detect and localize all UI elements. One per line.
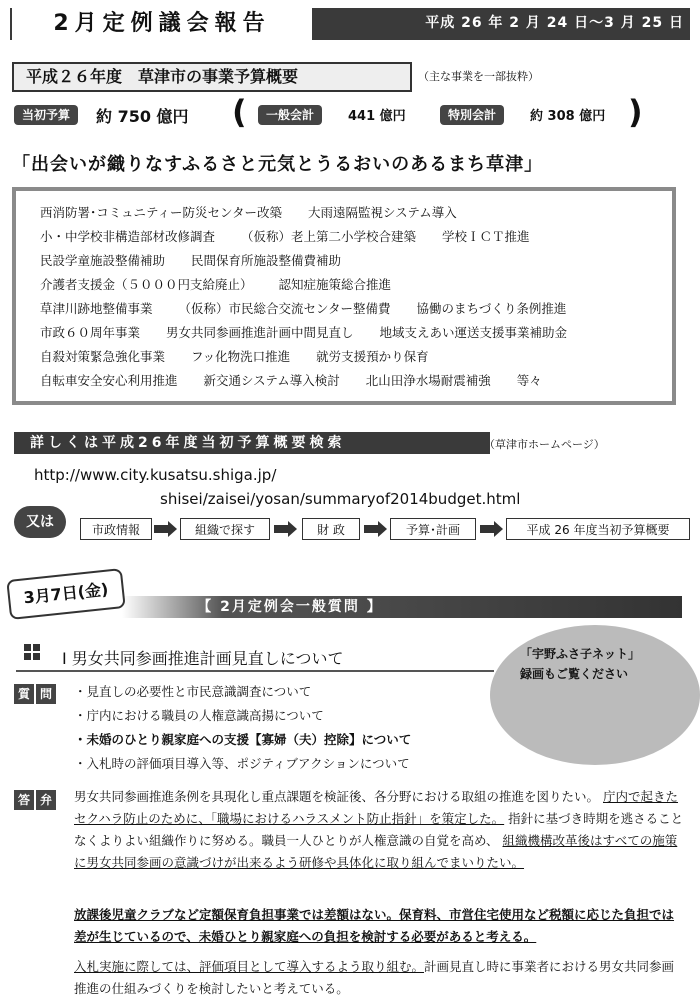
budget-general-value: 441 億円: [348, 109, 406, 124]
project-item: 協働のまちづくり条例推進: [416, 301, 567, 316]
project-item: 学校ＩＣＴ推進: [442, 229, 530, 244]
project-item: 男女共同参画推進計画中間見直し: [166, 325, 354, 340]
project-item: 自殺対策緊急強化事業: [40, 349, 166, 364]
project-item: フッ化物洗口推進: [191, 349, 291, 364]
project-row: [40, 227, 556, 245]
answer-label-2: 弁: [36, 790, 56, 810]
session-dates: 平成 26 年 2 月 24 日～3 月 25 日: [425, 15, 684, 31]
project-item: 認知症施策総合推進: [278, 277, 392, 292]
answer-paragraph-1: [74, 786, 684, 874]
project-item: 小・中学校非構造部材改修調査: [40, 229, 216, 244]
or-badge: 又は: [14, 506, 66, 538]
answer-label-1: 答: [14, 790, 34, 810]
grid-square-icon: [24, 644, 40, 660]
project-row: [40, 251, 367, 269]
search-banner: 詳しくは平成26年度当初予算概要検索: [14, 432, 490, 454]
nav-step-5: 平成 26 年度当初予算概要: [506, 518, 690, 540]
project-item: （仮称）老上第二小学校合建築: [241, 229, 417, 244]
url-link-line1[interactable]: http://www.city.kusatsu.shiga.jp/: [34, 466, 277, 484]
budget-close-paren: ): [628, 93, 643, 131]
project-item: 民間保育所施設整備費補助: [191, 253, 342, 268]
question-item: ・庁内における職員の人権意識高揚について: [74, 708, 324, 723]
budget-note: （主な事業を一部抜粋）: [418, 70, 539, 83]
nav-step-1: 市政情報: [80, 518, 152, 540]
budget-special-label: 特別会計: [440, 104, 504, 123]
project-item: 等々: [516, 373, 542, 388]
project-item: （仮称）市民総合交流センター整備費: [178, 301, 391, 316]
answer-text: 男女共同参画推進条例を具現化し重点課題を検証後、各分野における取組の推進を図りたい。: [74, 789, 600, 804]
nav-step-4: 予算･計画: [390, 518, 476, 540]
project-list-box: [12, 187, 676, 405]
session-title: 【 2月定例会一般質問 】: [197, 599, 383, 615]
search-note: （草津市ホームページ）: [484, 438, 605, 451]
project-item: 新交通システム導入検討: [203, 373, 340, 388]
page-title: 2月定例議会報告: [12, 8, 312, 40]
project-item: 民設学童施設整備補助: [40, 253, 166, 268]
budget-initial-value: 約 750 億円: [96, 107, 189, 126]
project-row: [40, 275, 417, 293]
divider: [16, 670, 494, 672]
question-label-1: 質: [14, 684, 34, 704]
answer-text: 入札実施に際しては、評価項目として導入するよう取り組む。: [74, 959, 425, 974]
project-item: 北山田浄水場耐震補強: [365, 373, 491, 388]
budget-initial-label: 当初予算: [14, 104, 78, 123]
project-row: [40, 203, 483, 221]
net-note-line: 録画もご覧ください: [520, 667, 629, 681]
net-recording-note: [520, 644, 640, 684]
answer-text: 計画見直し時に事業者における男女共同参画推進の仕組みづくりを検討したいと考えている。: [74, 959, 675, 996]
net-note-line: 「宇野ふさ子ネット」: [520, 647, 641, 661]
question-item: ・未婚のひとり親家庭への支援【寡婦（夫）控除】について: [74, 732, 412, 747]
answer-text: 指針に基づき時期を逃さることなくよりよい組織作りに努める。職員一人ひとりが人権意識の自覚を高め、: [74, 811, 684, 848]
project-row: [40, 299, 592, 317]
project-item: 就労支援預かり保育: [316, 349, 429, 364]
project-item: 大雨遠隔監視システム導入: [308, 205, 457, 220]
project-item: 地域支えあい運送支援事業補助金: [379, 325, 568, 340]
nav-step-3: 財 政: [302, 518, 360, 540]
project-row: [40, 371, 568, 389]
question-item: ・入札時の評価項目導入等、ポジティブアクションについて: [74, 756, 410, 771]
budget-special-value: 約 308 億円: [530, 109, 606, 124]
date-badge: 3月7日(金): [6, 568, 126, 620]
url-link-line2[interactable]: shisei/zaisei/yosan/summaryof2014budget.html: [160, 490, 521, 508]
slogan: 「出会いが織りなすふるさと元気とうるおいのあるまち草津」: [12, 154, 544, 175]
project-item: 市政６０周年事業: [40, 325, 141, 340]
budget-general-label: 一般会計: [258, 104, 322, 123]
topic-title: Ⅰ 男女共同参画推進計画見直しについて: [62, 649, 344, 668]
answer-paragraph-3: [74, 956, 684, 1000]
project-item: 西消防署･コミュニティー防災センター改築: [40, 205, 283, 220]
nav-step-2: 組織で探す: [180, 518, 270, 540]
question-item: ・見直しの必要性と市民意識調査について: [74, 684, 312, 699]
question-label-2: 問: [36, 684, 56, 704]
answer-text: 庁内で起きたセクハラ防止のために、「職場におけるハラスメント防止指針」を策定した。: [74, 789, 679, 826]
project-item: 自転車安全安心利用推進: [40, 373, 178, 388]
budget-title: 平成２６年度 草津市の事業予算概要: [12, 62, 412, 92]
budget-open-paren: (: [232, 93, 247, 131]
answer-paragraph-2: 放課後児童クラブなど定額保育負担事業では差額はない。保育料、市営住宅使用など税額に応じた負担では差が生じているので、未婚ひとり親家庭への負担を検討する必要があると考える。: [74, 907, 675, 944]
answer-text: 組織機構改革後はすべての施策に男女共同参画の意識づけが出来るよう研修や具体化に取り組んでまいりたい。: [74, 833, 678, 870]
project-item: 草津川跡地整備事業: [40, 301, 153, 316]
project-row: [40, 323, 593, 341]
project-row: [40, 347, 455, 365]
project-item: 介護者支援金（５０００円支給廃止）: [40, 277, 253, 292]
